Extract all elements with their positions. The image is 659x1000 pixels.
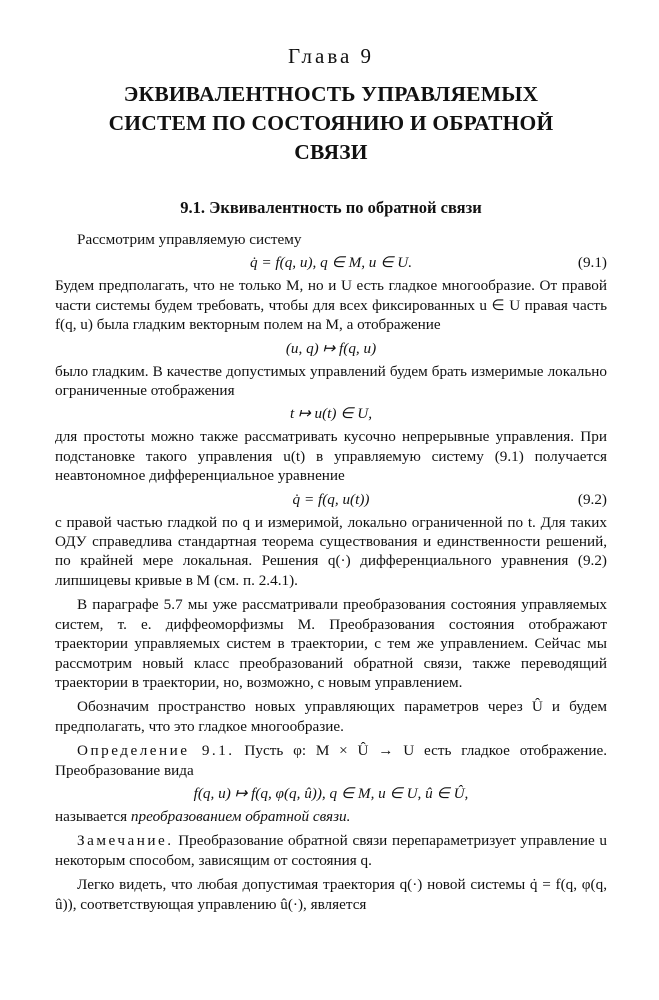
definition-text: Пусть φ: M × Û → U есть гладкое отображение. Преобразование вида (55, 742, 608, 779)
equation-map (55, 335, 607, 362)
remark (55, 831, 607, 870)
paragraph: Будем предполагать, что не только M, но и U есть гладкое многообразие. От правой части системы будем требовать, чтобы для всех фиксированных u ∈ U правая часть f(q, u) была гладким векторным полем на M, а отображение (55, 277, 607, 334)
chapter-title (55, 80, 607, 167)
paragraph: было гладким. В качестве допустимых управлений будем брать измеримые локально ограниченные отображения (55, 362, 607, 400)
section-heading: 9.1. Эквивалентность по обратной связи (180, 198, 482, 217)
remark-text: Преобразование обратной связи перепараметризует управление u некоторым способом, зависящим от состояния q. (55, 832, 608, 869)
definition-label: Определение 9.1. (77, 742, 235, 760)
equation-text: (u, q) ↦ f(q, u) (285, 339, 377, 357)
equation-9-2 (55, 486, 607, 513)
equation-text: t ↦ u(t) ∈ U, (289, 405, 373, 423)
equation-control (55, 400, 607, 427)
equation-feedback (55, 780, 607, 807)
paragraph: для простоты можно также рассматривать кусочно непрерывные управления. При подстановке такого управления u(t) в управляемую систему (9.1) получается неавтономное дифференциальное уравнение (55, 428, 607, 485)
definition-term: преобразованием обратной связи. (130, 807, 351, 825)
equation-text: q̇ = f(q, u), q ∈ M, u ∈ U. (250, 254, 412, 272)
equation-9-1 (55, 249, 607, 276)
equation-text: f(q, u) ↦ f(q, φ(q, û)), q ∈ M, u ∈ U, û ∈ Û, (193, 784, 469, 802)
definition-end-text: называется (55, 807, 128, 825)
chapter-title-line: ЭКВИВАЛЕНТНОСТЬ УПРАВЛЯЕМЫХ (123, 82, 539, 106)
definition (55, 741, 607, 780)
equation-text: q̇ = f(q, u(t)) (292, 490, 370, 508)
equation-number: (9.1) (577, 254, 607, 272)
definition-end (55, 807, 607, 826)
equation-number: (9.2) (577, 490, 607, 508)
paragraph: с правой частью гладкой по q и измеримой, локально ограниченной по t. Для таких ОДУ справедлива стандартная теорема существования и единственности решений, по крайней мере локальная. Решения q(·) дифференциального уравнения (9.2) липшицевы кривые в M (см. п. 2.4.1). (55, 513, 607, 589)
paragraph: Легко видеть, что любая допустимая траектория q(·) новой системы q̇ = f(q, φ(q, û)), соответствующая управлению û(·), является (55, 876, 607, 913)
paragraph: В параграфе 5.7 мы уже рассматривали преобразования состояния управляемых систем, т. е. диффеоморфизмы M. Преобразования состояния отображают траектории управляемых систем в траектории, с тем же управлением. Сейчас мы рассмотрим новый класс преобразований обратной связи, также переводящий траектории в траектории, но, возможно, с новым управлением. (55, 596, 607, 691)
chapter-title-line: СИСТЕМ ПО СОСТОЯНИЮ И ОБРАТНОЙ (108, 111, 554, 135)
paragraph: Обозначим пространство новых управляющих параметров через Û и будем предполагать, что это гладкое многообразие. (55, 698, 607, 735)
body-text (55, 230, 607, 914)
paragraph: Рассмотрим управляемую систему (77, 231, 302, 248)
chapter-title-line: СВЯЗИ (294, 140, 368, 164)
chapter-heading: Глава 9 (287, 44, 375, 68)
remark-label: Замечание. (77, 832, 174, 850)
